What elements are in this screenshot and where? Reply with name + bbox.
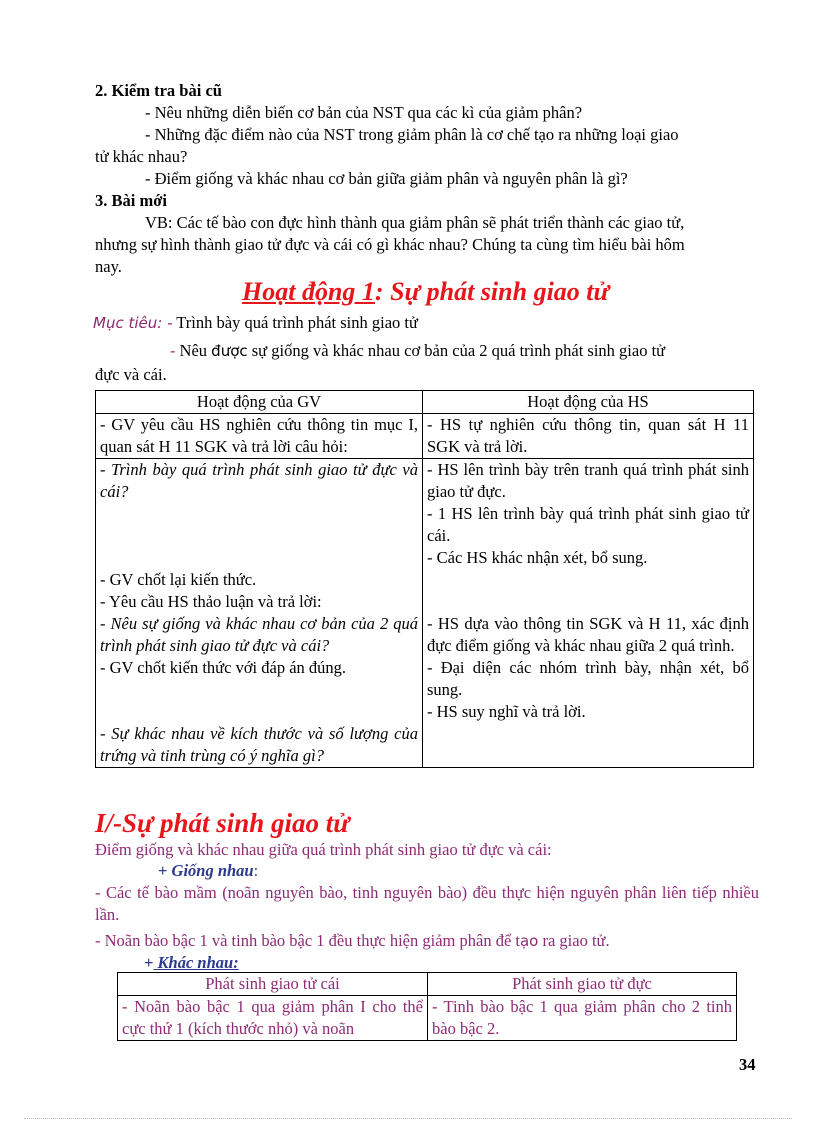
hs-answer-4: - HS dựa vào thông tin SGK và H 11, xác định đực điểm giống và khác nhau giữa 2 quá trình. [427, 614, 749, 655]
section3-p2: nhưng sự hình thành giao tử đực và cái có gì khác nhau? Chúng ta cùng tìm hiểu bài hôm [95, 235, 685, 254]
activity-title [242, 277, 609, 307]
gv-note-3: - GV chốt kiến thức với đáp án đúng. [100, 658, 347, 677]
table-row [118, 996, 737, 1041]
table-head-gv: Hoạt động của GV [96, 391, 423, 414]
gv-note-1: - GV chốt lại kiến thức. [100, 570, 257, 589]
hs-answer-5: - Đại diện các nhóm trình bày, nhận xét, bổ sung. [427, 658, 749, 699]
comparison-table [117, 972, 737, 1041]
hs-answer-6: - HS suy nghĩ và trả lời. [427, 702, 586, 721]
section-I-intro: Điểm giống và khác nhau giữa quá trình phát sinh giao tử đực và cái: [95, 840, 552, 859]
giong-2 [95, 930, 610, 952]
table-head-duc: Phát sinh giao tử đực [428, 973, 737, 996]
page-number: 34 [739, 1055, 756, 1074]
table-header-row [96, 391, 754, 414]
plus-icon: + [144, 953, 154, 972]
activity-title-text: : Sự phát sinh giao tử [374, 277, 610, 306]
table-head-cai: Phát sinh giao tử cái [118, 973, 428, 996]
goal-2-end: đực và cái. [95, 365, 167, 384]
table-header-row [118, 973, 737, 996]
giong-1: - Các tế bào mầm (noãn nguyên bào, tinh nguyên bào) đều thực hiện nguyên phân liên tiếp nhiều lần. [95, 883, 759, 924]
table-cell-gv: - GV yêu cầu HS nghiên cứu thông tin mục I, quan sát H 11 SGK và trả lời câu hỏi: [96, 414, 423, 459]
section2-q2b: tử khác nhau? [95, 147, 188, 166]
giong-2-post: ra giao tử. [538, 931, 610, 950]
goal-2-word: được [211, 342, 248, 360]
table-cell-hs [423, 459, 754, 768]
giong-nhau-colon: : [253, 861, 259, 880]
goal-2 [170, 340, 760, 362]
plus-icon: + [158, 861, 168, 880]
section3-heading: 3. Bài mới [95, 191, 167, 210]
goal-1: Trình bày quá trình phát sinh giao tử [172, 313, 418, 332]
section2-body [95, 102, 760, 190]
giong-nhau-heading [158, 860, 258, 882]
section2-q1: - Nêu những diễn biến cơ bản của NST qua các kì của giảm phân? [145, 103, 583, 122]
table-cell-gv [96, 459, 423, 768]
hs-answer-1: - HS lên trình bày trên tranh quá trình phát sinh giao tử đực. [427, 460, 749, 501]
gv-question-3: - Sự khác nhau về kích thước và số lượng của trứng và tinh trùng có ý nghĩa gì? [100, 724, 418, 765]
muc-tieu-row [93, 312, 418, 334]
giong-nhau-label: Giống nhau [167, 861, 254, 880]
section-I-heading: I/-Sự phát sinh giao tử [95, 808, 350, 838]
hs-answer-2: - 1 HS lên trình bày quá trình phát sinh giao tử cái. [427, 504, 749, 545]
table-cell-cai: - Noãn bào bậc 1 qua giảm phân I cho thể cực thứ 1 (kích thước nhỏ) và noãn [118, 996, 428, 1041]
footer-divider [24, 1118, 792, 1119]
goal-2-post: sự giống và khác nhau cơ bản của 2 quá trình phát sinh giao tử [247, 341, 666, 360]
table-cell-duc: - Tinh bào bậc 1 qua giảm phân cho 2 tinh bào bậc 2. [428, 996, 737, 1041]
section2-q3: - Điểm giống và khác nhau cơ bản giữa giảm phân và nguyên phân là gì? [145, 169, 628, 188]
section3-p3: nay. [95, 257, 122, 276]
gv-question-1: - Trình bày quá trình phát sinh giao tử đực và cái? [100, 460, 418, 501]
giong-2-word: ạo [519, 932, 539, 950]
section3-body [95, 212, 760, 278]
khac-nhau-heading [144, 953, 239, 973]
goal-2-pre: Nêu [175, 341, 212, 360]
section2-q2a: - Những đặc điểm nào của NST trong giảm phân là cơ chế tạo ra những loại giao [145, 125, 679, 144]
table-row [96, 459, 754, 768]
giong-2-pre: - Noãn bào bậc 1 và tinh bào bậc 1 đều thực hiện giảm phân để t [95, 931, 520, 950]
table-cell-hs: - HS tự nghiên cứu thông tin, quan sát H 11 SGK và trả lời. [423, 414, 754, 459]
gv-question-2: - Nêu sự giống và khác nhau cơ bản của 2 quá trình phát sinh giao tử đực và cái? [100, 614, 418, 655]
khac-nhau-label: Khác nhau: [153, 953, 239, 972]
activity-title-number: Hoạt động 1 [242, 277, 375, 306]
table-row [96, 414, 754, 459]
muc-tieu-label: Mục tiêu: - [93, 314, 173, 332]
gv-note-2: - Yêu cầu HS thảo luận và trả lời: [100, 592, 322, 611]
table-head-hs: Hoạt động của HS [423, 391, 754, 414]
activity-table [95, 390, 754, 768]
goal-2-dash: - [170, 342, 176, 360]
hs-answer-3: - Các HS khác nhận xét, bổ sung. [427, 548, 648, 567]
section3-p1: VB: Các tế bào con đực hình thành qua giảm phân sẽ phát triển thành các giao tử, [145, 213, 685, 232]
section2-heading: 2. Kiểm tra bài cũ [95, 81, 222, 100]
